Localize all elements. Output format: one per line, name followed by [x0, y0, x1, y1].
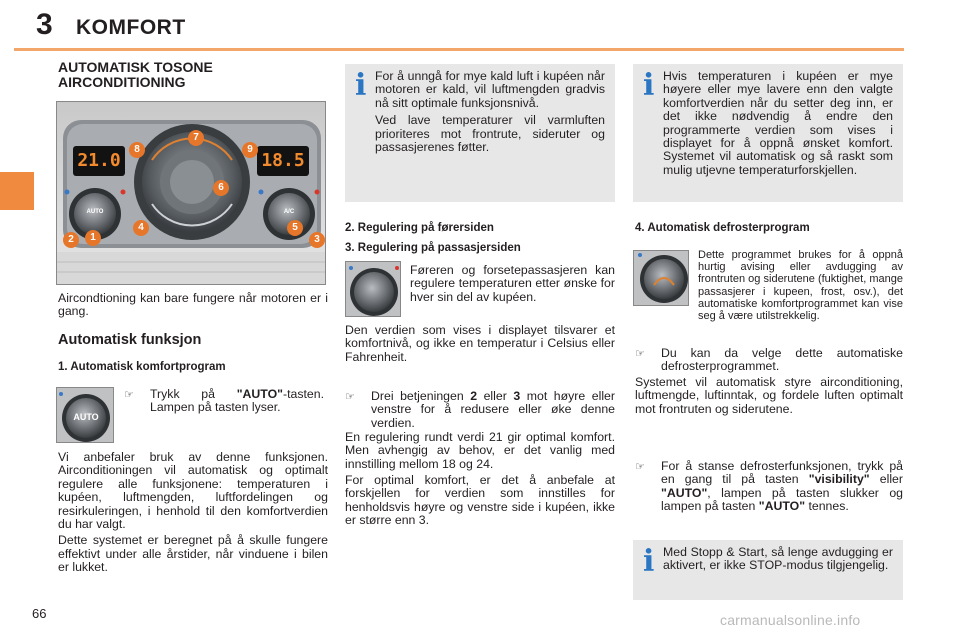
text-temperature-regulation: Føreren og forsetepassasjeren kan regulere temperaturen etter ønske for hver sin del av kupéen. — [410, 263, 615, 304]
text-display-value: Den verdien som vises i displayet tilsvarer et komfortnivå, og ikke en temperatur i Celsius eller Fahrenheit. — [345, 323, 615, 364]
callout-8: 8 — [134, 144, 140, 155]
callout-3: 3 — [314, 234, 320, 245]
heading-driver-side: 2. Regulering på førersiden — [345, 222, 494, 234]
defrost-button-image — [633, 250, 689, 306]
subheading-automatic-function: Automatisk funksjon — [58, 332, 202, 348]
text-system-control: Systemet vil automatisk styre airconditioning, luftmengde, luftinntak, og fordele luften optimalt mot frontruten og siderutene. — [635, 375, 903, 416]
right-temperature-display: 18.5 — [261, 150, 305, 171]
info-icon: i — [643, 68, 655, 103]
auto-button-label: AUTO — [86, 209, 104, 215]
paragraph-seasons: Dette systemet er beregnet på å skulle fungere effektivt under alle årstider, når vinduene i bilen er lukket. — [58, 533, 328, 575]
callout-9: 9 — [247, 144, 253, 155]
bullet-turn-control: ☞ Drei betjeningen 2 eller 3 mot høyre eller venstre for å redusere eller øke denne verdien. — [345, 389, 615, 430]
info-text-cold-engine: For å unngå for mye kald luft i kupéen når motoren er kald, vil luftmengden gradvis nå sitt optimale funksjonsnivå. — [375, 69, 605, 110]
callout-5: 5 — [292, 222, 298, 233]
intro-text: Aircondtioning kan bare fungere når motoren er i gang. — [58, 291, 328, 319]
ac-button-label: A/C — [283, 209, 295, 215]
info-icon: i — [355, 68, 367, 103]
defrost-knob-illustration — [634, 251, 689, 306]
text-defrost-description: Dette programmet brukes for å oppnå hurtig avising eller avdugging av frontruten og siderutene (fuktighet, mange passasjerer i kupeen, frost, osv.), det automatiske komfortprogrammet kan vise seg å være utilstrekkelig. — [698, 249, 903, 323]
callout-6: 6 — [218, 182, 224, 193]
header-rule — [14, 48, 904, 51]
info-box-temperature-difference — [633, 64, 903, 202]
text-regulation-range: En regulering rundt verdi 21 gir optimal komfort. Men avhengig av behov, er det vanlig med innstilling mellom 18 og 24. — [345, 430, 615, 471]
callout-2: 2 — [68, 234, 74, 245]
section-title — [58, 60, 338, 90]
info-text-stop-start: Med Stopp & Start, så lenge avdugging er aktivert, er ikke STOP-modus tilgjengelig. — [663, 545, 893, 573]
page-number: 66 — [32, 606, 47, 621]
climate-control-panel-image — [56, 101, 326, 285]
info-text-low-temperature: Ved lave temperaturer vil varmluften prioriteres mot frontrute, sideruter og passasjerenes føtter. — [375, 113, 605, 155]
left-temperature-display: 21.0 — [77, 150, 121, 171]
auto-button-image — [56, 387, 114, 443]
text-optimal-comfort: For optimal komfort, er det å anbefale at forskjellen for verdien som innstilles for henholdsvis høyre og venstre side i kupéen, ikke er større enn 3. — [345, 473, 615, 528]
pointing-hand-icon: ☞ — [635, 347, 645, 360]
heading-comfort-program: 1. Automatisk komfortprogram — [58, 361, 226, 373]
info-text-temperature-difference: Hvis temperaturen i kupéen er mye høyere eller mye lavere enn den valgte komfortverdien når du setter deg inn, er det ikke nødvendig å endre den programmerte verdien som vises i displayet for å oppnå ønsket komfort. Systemet vil automatisk og så raskt som mulig utjevne temperaturforskjellen. — [663, 69, 893, 177]
temperature-knob-illustration — [346, 262, 401, 317]
callout-7: 7 — [193, 132, 199, 143]
chapter-number: 3 — [36, 8, 53, 41]
left-body-text — [58, 451, 328, 575]
heading-defroster-program: 4. Automatisk defrosterprogram — [635, 222, 810, 234]
bullet-select-defroster: ☞ Du kan da velge dette automatiske defrosterprogrammet. — [635, 346, 903, 374]
watermark: carmanualsonline.info — [720, 612, 861, 628]
chapter-side-tab — [0, 172, 34, 210]
pointing-hand-icon: ☞ — [635, 460, 645, 473]
info-box-stop-start — [633, 540, 903, 600]
section-title-line-1: AUTOMATISK TOSONE — [58, 59, 213, 75]
auto-knob-label: AUTO — [73, 412, 99, 422]
pointing-hand-icon: ☞ — [345, 390, 355, 403]
info-box-cold-air — [345, 64, 615, 202]
bullet-stop-defroster: ☞ For å stanse defrosterfunksjonen, trykk på en gang til på tasten "visibility" eller "AUTO", lampen på tasten slukker og lampen på tasten "AUTO" tennes. — [635, 459, 903, 514]
callout-1: 1 — [90, 232, 96, 243]
section-title-line-2: AIRCONDITIONING — [58, 74, 186, 90]
info-icon: i — [643, 544, 655, 579]
paragraph-recommendation: Vi anbefaler bruk av denne funksjonen. Airconditioningen vil automatisk og optimalt regulere alle funksjonene: temperaturen i kupéen, luftmengden, luftfordelingen og resirkuleringen, i henhold til den komfortverdien du har valgt. — [58, 450, 328, 532]
temperature-knob-image — [345, 261, 401, 317]
callout-4: 4 — [138, 222, 144, 233]
chapter-title: KOMFORT — [76, 16, 186, 39]
pointing-hand-icon: ☞ — [124, 388, 134, 401]
heading-passenger-side: 3. Regulering på passasjersiden — [345, 242, 521, 254]
bullet-press-auto: ☞ Trykk på "AUTO"-tasten. Lampen på tasten lyser. — [124, 387, 324, 415]
climate-panel-illustration — [57, 102, 326, 285]
